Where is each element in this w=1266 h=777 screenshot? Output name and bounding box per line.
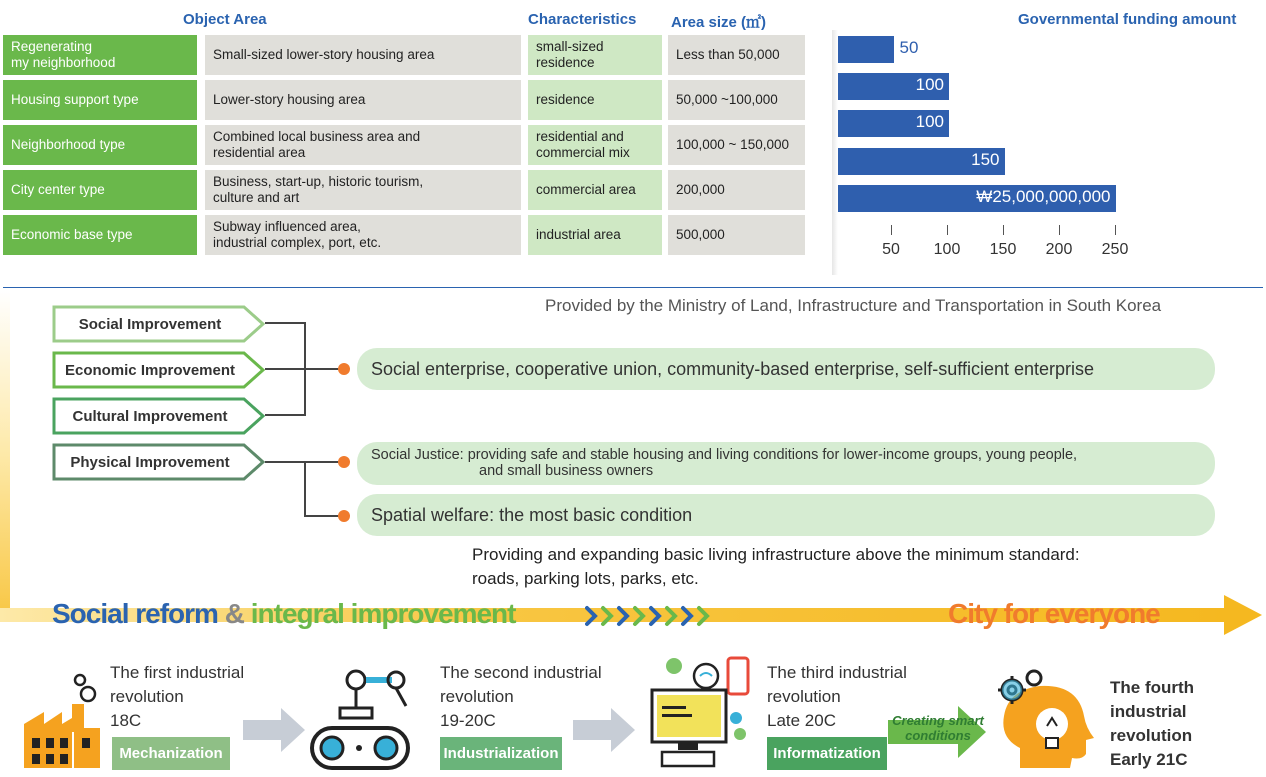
row-type: Housing support type <box>3 80 197 120</box>
x-tick-label: 150 <box>989 241 1017 258</box>
bar-value-label: 50 <box>899 38 919 57</box>
bar-value-label: ₩25,000,000,000 <box>976 187 1111 206</box>
improvement-label: Cultural Improvement <box>72 407 228 425</box>
revolution-1-text <box>110 661 244 733</box>
banner-social-reform: Social reform <box>52 598 218 629</box>
x-tick-mark <box>891 225 892 235</box>
factory-icon <box>22 668 102 772</box>
smart-line1: Creating smart <box>892 713 984 728</box>
revolution-3-title2: revolution <box>767 687 841 706</box>
connector-dot <box>338 363 350 375</box>
revolution-1-period: 18C <box>110 711 142 730</box>
infrastructure-line2: roads, parking lots, parks, etc. <box>472 569 699 588</box>
revolution-4-period: Early 21C <box>1110 750 1188 769</box>
infrastructure-line1: Providing and expanding basic living infrastructure above the minimum standard: <box>472 545 1080 564</box>
row-area: Less than 50,000 <box>668 35 805 75</box>
row-area: 200,000 <box>668 170 805 210</box>
robot-conveyor-icon <box>310 668 410 772</box>
revolution-2-title: The second industrial <box>440 663 602 682</box>
x-tick-mark <box>1059 225 1060 235</box>
revolution-4-title: The fourth <box>1110 678 1195 697</box>
improvement-label: Social Improvement <box>78 315 222 333</box>
banner-integral: integral improvement <box>250 598 516 629</box>
bar-value-label: 100 <box>915 112 944 131</box>
x-tick-label: 200 <box>1045 241 1073 258</box>
revolution-3-period: Late 20C <box>767 711 836 730</box>
vertical-gradient-bar <box>0 290 10 620</box>
connector <box>265 368 305 370</box>
informatization-tag: Informatization <box>767 737 887 770</box>
connector <box>304 461 306 517</box>
x-tick-label: 250 <box>1101 241 1129 258</box>
revolution-4-title3: revolution <box>1110 726 1193 745</box>
improvement-label: Physical Improvement <box>70 453 230 471</box>
revolution-1-title2: revolution <box>110 687 184 706</box>
x-tick-mark <box>1115 225 1116 235</box>
bar-value-label: 150 <box>971 150 1000 169</box>
arrow-2-icon <box>573 708 635 752</box>
smart-conditions-text <box>886 713 990 743</box>
source-note: Provided by the Ministry of Land, Infrastructure and Transportation in South Korea <box>545 296 1162 315</box>
banner-left-text <box>52 598 515 630</box>
row-area: 100,000 ~ 150,000 <box>668 125 805 165</box>
revolution-3-title: The third industrial <box>767 663 907 682</box>
connector-dot <box>338 456 350 468</box>
row-characteristic: commercial area <box>528 170 662 210</box>
row-type: City center type <box>3 170 197 210</box>
chevrons-icon <box>585 605 725 627</box>
row-characteristic: residential and commercial mix <box>528 125 662 165</box>
revolution-2-title2: revolution <box>440 687 514 706</box>
banner-city-for-everyone: City for everyone <box>948 598 1160 629</box>
row-characteristic: industrial area <box>528 215 662 255</box>
row-type: Regenerating my neighborhood <box>3 35 197 75</box>
row-characteristic: small-sized residence <box>528 35 662 75</box>
smart-head-icon <box>990 668 1100 772</box>
header-funding: Governmental funding amount <box>1018 11 1237 28</box>
row-object: Subway influenced area, industrial complex, port, etc. <box>205 215 521 255</box>
connector <box>265 461 305 463</box>
connector <box>265 414 305 416</box>
social-justice-line2: and small business owners <box>479 463 654 479</box>
smart-line2: conditions <box>905 728 971 743</box>
connector <box>265 322 305 324</box>
revolution-4-title2: industrial <box>1110 702 1187 721</box>
social-justice-line1: Social Justice: providing safe and stable housing and living conditions for lower-income groups, young people, <box>371 447 1078 463</box>
x-tick-mark <box>947 225 948 235</box>
x-tick-label: 50 <box>882 241 900 258</box>
header-characteristics: Characteristics <box>528 11 637 28</box>
bar <box>838 36 894 63</box>
row-object: Combined local business area and residential area <box>205 125 521 165</box>
row-object: Business, start-up, historic tourism, culture and art <box>205 170 521 210</box>
industrialization-tag: Industrialization <box>440 737 562 770</box>
header-area-size: Area size (㎡) <box>671 14 767 31</box>
infrastructure-text <box>472 543 1080 591</box>
row-object: Lower-story housing area <box>205 80 521 120</box>
revolution-2-period: 19-20C <box>440 711 496 730</box>
improvement-label: Economic Improvement <box>64 361 236 379</box>
row-area: 500,000 <box>668 215 805 255</box>
x-tick-label: 100 <box>933 241 961 258</box>
mechanization-tag: Mechanization <box>112 737 230 770</box>
x-tick-mark <box>1003 225 1004 235</box>
bar-value-label: 100 <box>915 75 944 94</box>
revolution-4-text <box>1110 676 1194 772</box>
spatial-welfare-pill: Spatial welfare: the most basic condition <box>357 494 1215 536</box>
computer-icon <box>648 656 758 772</box>
divider-line <box>3 287 1263 288</box>
row-characteristic: residence <box>528 80 662 120</box>
header-object-area: Object Area <box>183 11 267 28</box>
enterprise-pill: Social enterprise, cooperative union, community-based enterprise, self-sufficient enterprise <box>357 348 1215 390</box>
row-object: Small-sized lower-story housing area <box>205 35 521 75</box>
row-area: 50,000 ~100,000 <box>668 80 805 120</box>
banner-amp: & <box>224 598 244 629</box>
social-justice-pill <box>357 442 1215 485</box>
arrow-1-icon <box>243 708 305 752</box>
row-type: Neighborhood type <box>3 125 197 165</box>
banner-arrow-head-icon <box>1224 595 1264 635</box>
connector-dot <box>338 510 350 522</box>
row-type: Economic base type <box>3 215 197 255</box>
revolution-1-title: The first industrial <box>110 663 245 682</box>
